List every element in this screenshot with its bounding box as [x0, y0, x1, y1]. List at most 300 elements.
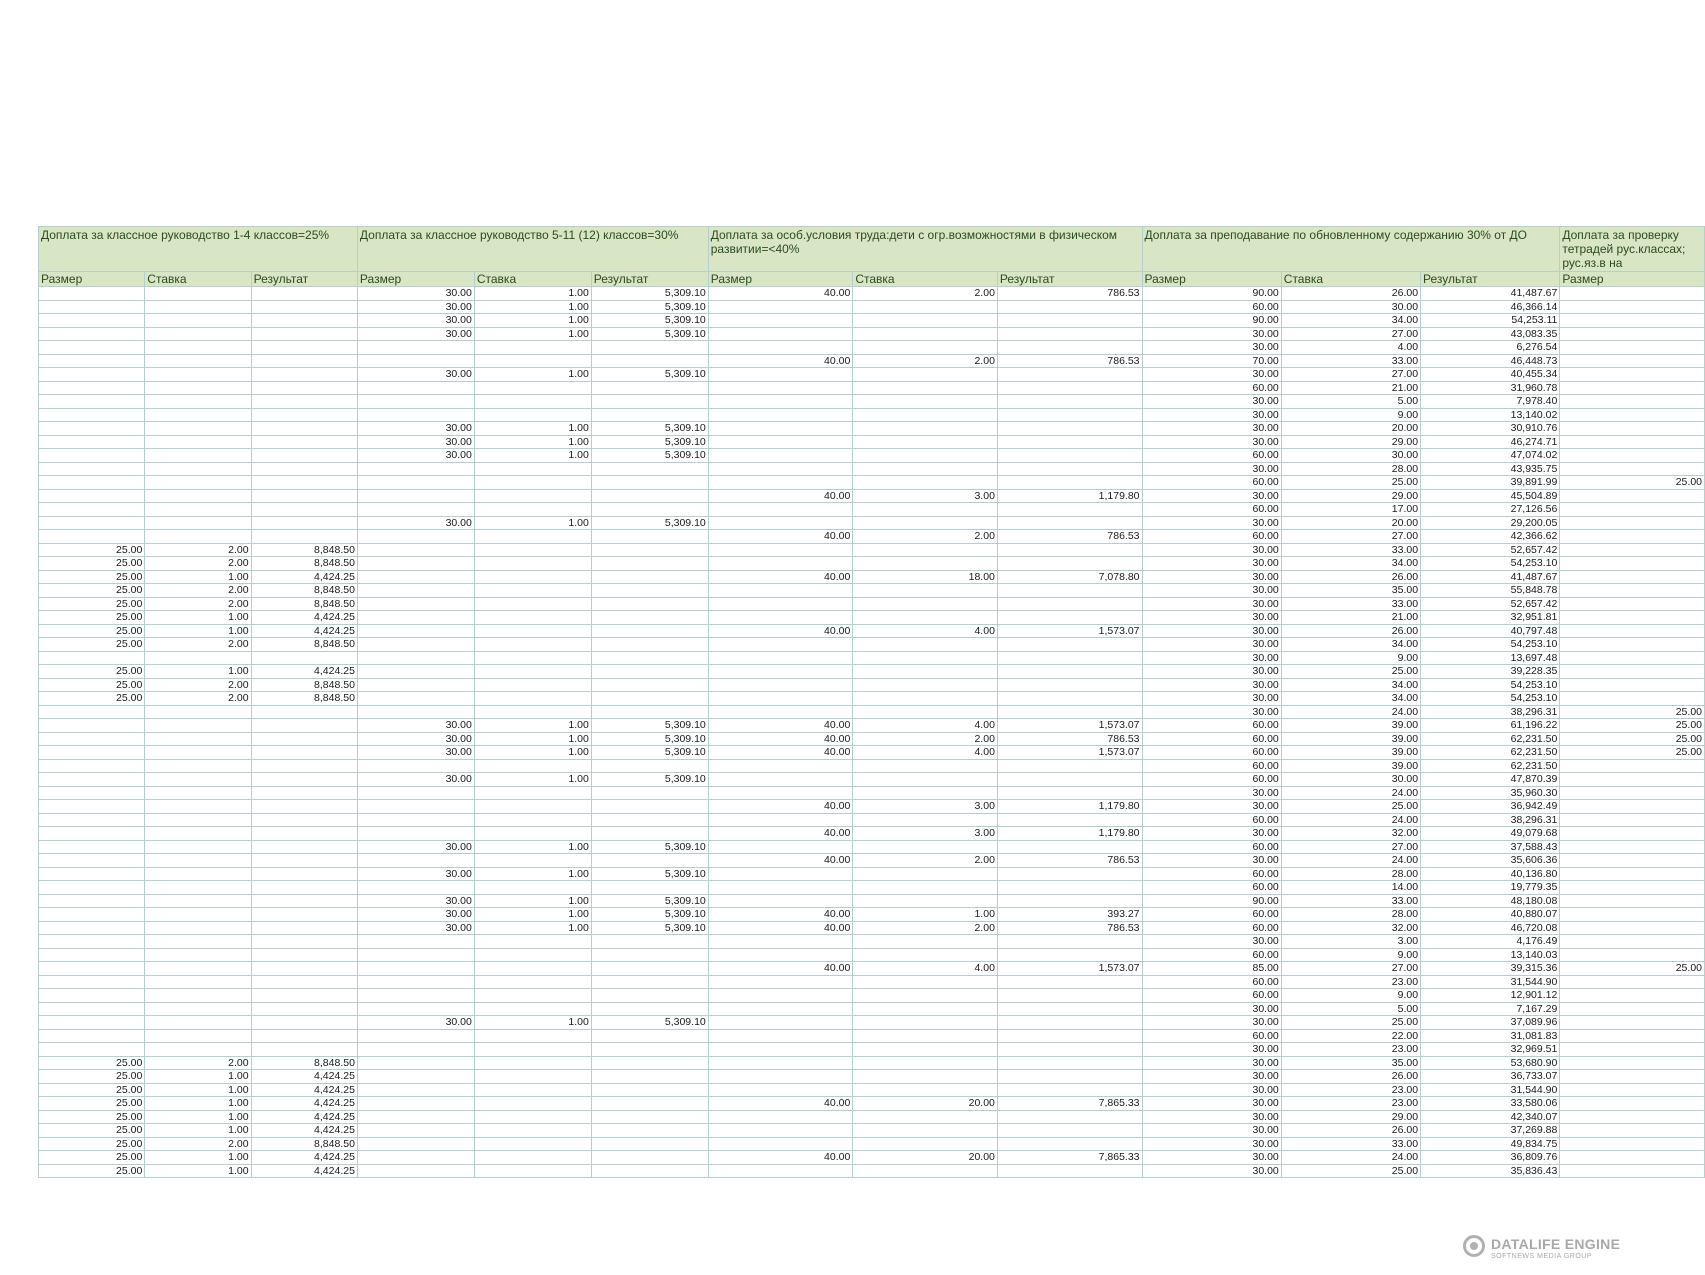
table-cell: 62,231.50 — [1421, 732, 1560, 746]
table-cell — [997, 368, 1142, 382]
table-cell — [39, 489, 145, 503]
table-cell: 1.00 — [474, 746, 591, 760]
table-cell — [251, 476, 357, 490]
table-cell: 26.00 — [1281, 1124, 1420, 1138]
table-cell: 25.00 — [1560, 705, 1705, 719]
table-cell — [357, 854, 474, 868]
table-cell — [145, 867, 251, 881]
table-cell — [357, 935, 474, 949]
table-cell: 9.00 — [1281, 989, 1420, 1003]
table-cell: 27.00 — [1281, 327, 1420, 341]
table-row — [39, 867, 1705, 881]
table-cell — [708, 543, 853, 557]
table-cell — [591, 530, 708, 544]
table-cell: 40.00 — [708, 624, 853, 638]
table-cell: 33.00 — [1281, 597, 1420, 611]
table-cell — [39, 975, 145, 989]
table-row — [39, 1070, 1705, 1084]
table-cell: 29.00 — [1281, 1110, 1420, 1124]
table-cell — [1560, 314, 1705, 328]
table-cell: 2.00 — [853, 287, 998, 301]
table-cell — [39, 705, 145, 719]
table-cell — [145, 908, 251, 922]
table-cell: 46,720.08 — [1421, 921, 1560, 935]
table-cell — [997, 894, 1142, 908]
table-cell — [474, 948, 591, 962]
table-cell: 30.00 — [357, 867, 474, 881]
table-cell: 2.00 — [853, 854, 998, 868]
subheader-rate: Ставка — [853, 272, 998, 287]
table-cell — [145, 1043, 251, 1057]
table-row — [39, 786, 1705, 800]
table-row — [39, 287, 1705, 301]
table-cell: 4,424.25 — [251, 1070, 357, 1084]
table-cell — [708, 1164, 853, 1178]
table-cell — [145, 962, 251, 976]
table-cell — [708, 651, 853, 665]
table-cell — [145, 759, 251, 773]
table-cell: 33.00 — [1281, 894, 1420, 908]
table-cell: 46,274.71 — [1421, 435, 1560, 449]
table-cell — [591, 759, 708, 773]
table-cell: 25.00 — [39, 1056, 145, 1070]
table-cell: 1.00 — [145, 1070, 251, 1084]
table-cell — [591, 1029, 708, 1043]
table-cell — [591, 638, 708, 652]
table-cell — [474, 705, 591, 719]
table-cell: 60.00 — [1142, 773, 1281, 787]
table-cell: 30.00 — [1142, 786, 1281, 800]
table-cell: 1.00 — [474, 300, 591, 314]
table-cell — [39, 1002, 145, 1016]
table-cell: 25.00 — [1281, 1164, 1420, 1178]
table-cell — [1560, 341, 1705, 355]
table-cell — [39, 354, 145, 368]
table-cell — [474, 1164, 591, 1178]
table-cell: 30.00 — [1142, 692, 1281, 706]
table-cell — [39, 449, 145, 463]
table-cell — [997, 422, 1142, 436]
table-cell: 35.00 — [1281, 1056, 1420, 1070]
table-cell: 25.00 — [39, 692, 145, 706]
table-row — [39, 854, 1705, 868]
table-row — [39, 908, 1705, 922]
table-cell: 30.00 — [357, 908, 474, 922]
table-cell — [708, 773, 853, 787]
table-cell: 30.00 — [357, 435, 474, 449]
table-cell: 1,573.07 — [997, 719, 1142, 733]
table-cell — [474, 489, 591, 503]
table-cell — [591, 611, 708, 625]
table-cell — [474, 692, 591, 706]
table-cell: 5.00 — [1281, 395, 1420, 409]
table-cell: 20.00 — [853, 1151, 998, 1165]
table-cell — [1560, 827, 1705, 841]
table-cell — [357, 692, 474, 706]
table-cell: 5,309.10 — [591, 435, 708, 449]
table-cell — [251, 489, 357, 503]
table-cell — [1560, 948, 1705, 962]
table-cell: 8,848.50 — [251, 678, 357, 692]
table-cell: 1,179.80 — [997, 800, 1142, 814]
table-cell — [708, 840, 853, 854]
table-cell: 25.00 — [39, 638, 145, 652]
table-cell: 32.00 — [1281, 921, 1420, 935]
table-cell — [145, 381, 251, 395]
table-cell: 60.00 — [1142, 476, 1281, 490]
table-cell: 786.53 — [997, 921, 1142, 935]
table-cell — [1560, 813, 1705, 827]
table-cell — [997, 327, 1142, 341]
table-cell: 5,309.10 — [591, 314, 708, 328]
table-cell: 36,942.49 — [1421, 800, 1560, 814]
table-row — [39, 341, 1705, 355]
table-cell — [997, 1016, 1142, 1030]
table-cell — [591, 584, 708, 598]
table-row — [39, 1083, 1705, 1097]
table-cell — [853, 557, 998, 571]
table-cell — [145, 300, 251, 314]
table-cell: 90.00 — [1142, 287, 1281, 301]
table-cell: 1.00 — [853, 908, 998, 922]
table-cell: 40.00 — [708, 719, 853, 733]
table-cell — [591, 1043, 708, 1057]
table-cell: 29,200.05 — [1421, 516, 1560, 530]
table-cell: 30.00 — [1142, 1070, 1281, 1084]
table-cell — [145, 449, 251, 463]
table-cell: 30,910.76 — [1421, 422, 1560, 436]
table-cell: 60.00 — [1142, 759, 1281, 773]
table-cell — [708, 1043, 853, 1057]
table-cell — [708, 1124, 853, 1138]
table-cell — [357, 1083, 474, 1097]
table-cell: 60.00 — [1142, 503, 1281, 517]
table-cell: 60.00 — [1142, 1029, 1281, 1043]
table-cell: 4.00 — [853, 962, 998, 976]
table-cell — [357, 381, 474, 395]
table-cell — [853, 341, 998, 355]
table-cell — [997, 638, 1142, 652]
table-cell — [357, 1070, 474, 1084]
table-cell — [853, 678, 998, 692]
table-cell: 28.00 — [1281, 867, 1420, 881]
table-cell: 24.00 — [1281, 1151, 1420, 1165]
table-cell — [357, 813, 474, 827]
table-cell — [708, 408, 853, 422]
table-cell — [591, 651, 708, 665]
table-cell — [708, 1083, 853, 1097]
table-row — [39, 354, 1705, 368]
table-cell — [145, 921, 251, 935]
table-cell — [251, 435, 357, 449]
table-cell: 40,797.48 — [1421, 624, 1560, 638]
table-cell — [474, 503, 591, 517]
table-cell — [145, 395, 251, 409]
table-cell — [708, 1002, 853, 1016]
table-cell: 33,580.06 — [1421, 1097, 1560, 1111]
table-cell — [39, 813, 145, 827]
table-cell: 35,836.43 — [1421, 1164, 1560, 1178]
table-cell — [997, 773, 1142, 787]
table-cell: 85.00 — [1142, 962, 1281, 976]
table-cell: 26.00 — [1281, 570, 1420, 584]
table-cell — [708, 557, 853, 571]
table-cell: 25.00 — [39, 624, 145, 638]
table-cell: 2.00 — [853, 921, 998, 935]
table-cell — [474, 1070, 591, 1084]
table-cell — [591, 948, 708, 962]
table-cell: 4,424.25 — [251, 1083, 357, 1097]
table-cell — [39, 1029, 145, 1043]
table-cell — [1560, 1056, 1705, 1070]
table-cell — [591, 1097, 708, 1111]
table-cell — [1560, 1016, 1705, 1030]
table-cell: 37,588.43 — [1421, 840, 1560, 854]
table-cell — [708, 395, 853, 409]
table-cell — [251, 1029, 357, 1043]
table-cell: 43,935.75 — [1421, 462, 1560, 476]
table-cell: 30.00 — [1142, 854, 1281, 868]
table-cell — [853, 1029, 998, 1043]
table-cell: 23.00 — [1281, 1043, 1420, 1057]
table-cell — [997, 449, 1142, 463]
table-row — [39, 368, 1705, 382]
table-cell: 30.00 — [357, 422, 474, 436]
table-row — [39, 300, 1705, 314]
table-cell — [1560, 1124, 1705, 1138]
group-header-class-teacher-5-11: Доплата за классное руководство 5-11 (12) классов=30% — [357, 227, 708, 272]
table-cell — [708, 786, 853, 800]
table-cell — [251, 1043, 357, 1057]
table-cell: 1,573.07 — [997, 962, 1142, 976]
table-cell: 30.00 — [1142, 408, 1281, 422]
table-cell: 23.00 — [1281, 975, 1420, 989]
table-cell — [39, 422, 145, 436]
table-cell — [1560, 422, 1705, 436]
table-cell — [853, 705, 998, 719]
table-cell — [1560, 894, 1705, 908]
table-cell — [997, 1029, 1142, 1043]
table-cell: 5,309.10 — [591, 368, 708, 382]
table-row — [39, 719, 1705, 733]
table-cell — [708, 1110, 853, 1124]
table-cell — [997, 678, 1142, 692]
table-cell — [591, 557, 708, 571]
table-cell: 40,455.34 — [1421, 368, 1560, 382]
table-cell: 8,848.50 — [251, 1056, 357, 1070]
table-cell: 7,078.80 — [997, 570, 1142, 584]
table-cell — [853, 300, 998, 314]
table-cell — [853, 314, 998, 328]
table-cell — [1560, 408, 1705, 422]
table-cell: 60.00 — [1142, 732, 1281, 746]
table-cell: 32,951.81 — [1421, 611, 1560, 625]
table-row — [39, 1110, 1705, 1124]
table-cell — [591, 881, 708, 895]
table-cell — [145, 408, 251, 422]
table-cell — [474, 827, 591, 841]
table-cell: 26.00 — [1281, 287, 1420, 301]
watermark-title: DATALIFE ENGINE — [1491, 1236, 1621, 1252]
table-cell — [708, 894, 853, 908]
table-cell — [251, 948, 357, 962]
table-cell: 25.00 — [39, 597, 145, 611]
table-cell — [251, 341, 357, 355]
table-cell: 12,901.12 — [1421, 989, 1560, 1003]
table-cell — [1560, 989, 1705, 1003]
table-cell: 33.00 — [1281, 543, 1420, 557]
table-cell: 18.00 — [853, 570, 998, 584]
table-cell: 34.00 — [1281, 314, 1420, 328]
table-cell — [853, 1056, 998, 1070]
table-cell — [591, 570, 708, 584]
table-cell — [251, 962, 357, 976]
table-cell — [997, 759, 1142, 773]
table-row — [39, 827, 1705, 841]
table-cell: 1.00 — [145, 611, 251, 625]
table-cell: 27.00 — [1281, 840, 1420, 854]
table-cell — [591, 354, 708, 368]
table-cell — [708, 516, 853, 530]
table-row — [39, 1002, 1705, 1016]
table-cell — [1560, 449, 1705, 463]
table-cell — [1560, 327, 1705, 341]
table-cell — [474, 530, 591, 544]
table-cell — [39, 773, 145, 787]
subheader-size: Размер — [1560, 272, 1705, 287]
table-cell — [853, 381, 998, 395]
table-row — [39, 1124, 1705, 1138]
table-cell — [145, 651, 251, 665]
table-cell — [997, 867, 1142, 881]
group-header-class-teacher-1-4: Доплата за классное руководство 1-4 классов=25% — [39, 227, 358, 272]
table-cell: 1.00 — [474, 287, 591, 301]
group-header-updated-content: Доплата за преподавание по обновленному содержанию 30% от ДО — [1142, 227, 1560, 272]
table-cell — [591, 692, 708, 706]
table-cell — [591, 462, 708, 476]
table-cell — [251, 840, 357, 854]
table-cell: 90.00 — [1142, 894, 1281, 908]
table-cell: 30.00 — [1142, 935, 1281, 949]
table-cell: 30.00 — [1142, 1124, 1281, 1138]
table-cell: 2.00 — [853, 354, 998, 368]
table-cell — [591, 597, 708, 611]
table-row — [39, 530, 1705, 544]
table-cell — [1560, 908, 1705, 922]
table-cell — [474, 462, 591, 476]
table-cell: 30.00 — [1142, 557, 1281, 571]
table-cell — [708, 1070, 853, 1084]
table-cell: 39,228.35 — [1421, 665, 1560, 679]
table-cell: 35,606.36 — [1421, 854, 1560, 868]
table-cell: 70.00 — [1142, 354, 1281, 368]
table-row — [39, 975, 1705, 989]
table-cell: 60.00 — [1142, 300, 1281, 314]
table-cell: 37,089.96 — [1421, 1016, 1560, 1030]
table-cell — [145, 341, 251, 355]
table-cell: 42,340.07 — [1421, 1110, 1560, 1124]
table-cell: 13,697.48 — [1421, 651, 1560, 665]
table-cell — [1560, 1151, 1705, 1165]
table-cell: 40.00 — [708, 530, 853, 544]
table-cell: 8,848.50 — [251, 543, 357, 557]
table-cell — [1560, 935, 1705, 949]
table-cell — [357, 1164, 474, 1178]
table-cell — [997, 813, 1142, 827]
table-cell — [357, 881, 474, 895]
table-cell — [145, 516, 251, 530]
table-cell — [853, 881, 998, 895]
table-cell: 20.00 — [1281, 516, 1420, 530]
table-cell: 7,978.40 — [1421, 395, 1560, 409]
table-cell: 2.00 — [145, 584, 251, 598]
table-cell: 35.00 — [1281, 584, 1420, 598]
table-row — [39, 503, 1705, 517]
table-cell — [997, 314, 1142, 328]
watermark — [1462, 1234, 1620, 1263]
table-cell — [39, 1043, 145, 1057]
table-cell — [251, 881, 357, 895]
table-cell: 40.00 — [708, 827, 853, 841]
table-cell — [474, 557, 591, 571]
table-cell — [145, 327, 251, 341]
table-cell — [708, 314, 853, 328]
table-cell — [357, 665, 474, 679]
subheader-result: Результат — [997, 272, 1142, 287]
table-cell — [39, 989, 145, 1003]
table-cell: 13,140.02 — [1421, 408, 1560, 422]
subheader-result: Результат — [591, 272, 708, 287]
table-cell — [145, 476, 251, 490]
table-cell: 55,848.78 — [1421, 584, 1560, 598]
table-cell — [708, 678, 853, 692]
table-cell — [39, 800, 145, 814]
table-cell — [708, 449, 853, 463]
table-cell: 1.00 — [474, 1016, 591, 1030]
table-row — [39, 948, 1705, 962]
table-row — [39, 422, 1705, 436]
table-cell — [474, 584, 591, 598]
table-cell: 25.00 — [1560, 962, 1705, 976]
table-row — [39, 1151, 1705, 1165]
table-cell — [591, 935, 708, 949]
table-cell — [1560, 584, 1705, 598]
table-cell: 40,880.07 — [1421, 908, 1560, 922]
table-cell — [591, 1002, 708, 1016]
table-cell — [474, 476, 591, 490]
table-cell — [853, 327, 998, 341]
table-cell — [474, 935, 591, 949]
table-row — [39, 543, 1705, 557]
table-cell: 2.00 — [145, 543, 251, 557]
table-cell: 40.00 — [708, 489, 853, 503]
table-cell — [474, 1151, 591, 1165]
table-cell: 5,309.10 — [591, 732, 708, 746]
table-cell: 30.00 — [1142, 1151, 1281, 1165]
table-cell — [39, 368, 145, 382]
table-cell — [853, 759, 998, 773]
table-cell — [708, 1056, 853, 1070]
table-cell — [997, 935, 1142, 949]
table-cell — [997, 1002, 1142, 1016]
table-cell — [251, 759, 357, 773]
table-cell: 1.00 — [474, 732, 591, 746]
table-cell — [708, 503, 853, 517]
table-cell — [853, 1083, 998, 1097]
table-cell: 30.00 — [1281, 773, 1420, 787]
table-cell: 25.00 — [39, 1110, 145, 1124]
table-cell — [474, 813, 591, 827]
